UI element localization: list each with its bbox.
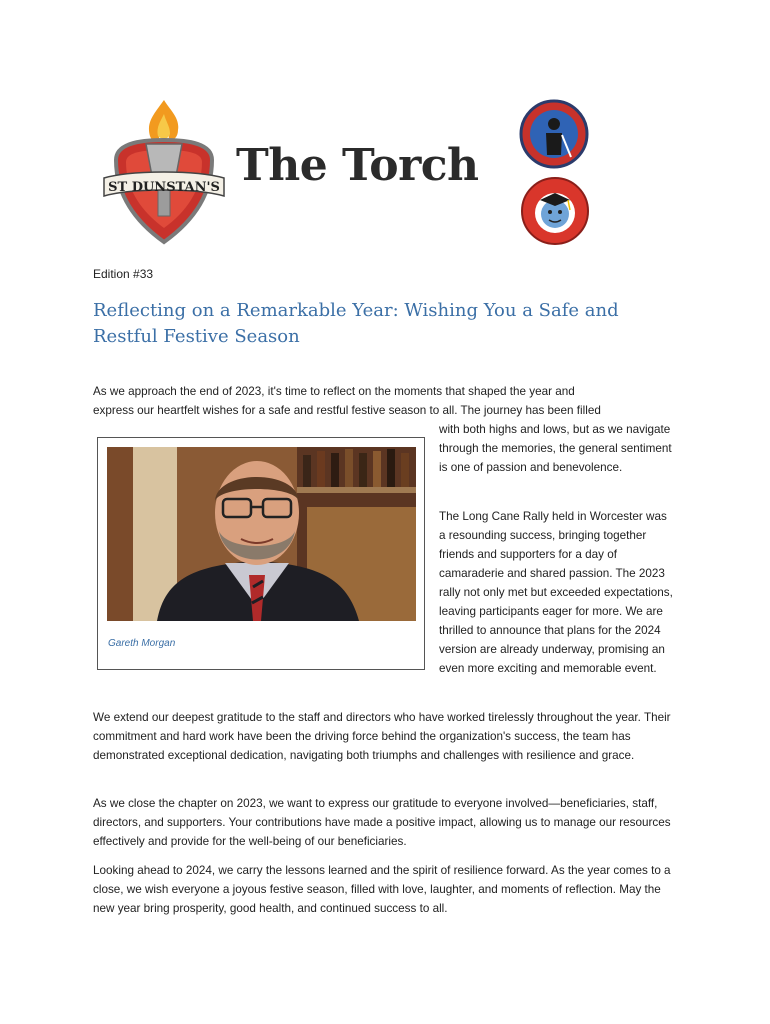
portrait-photo bbox=[107, 447, 416, 621]
gratitude-paragraph: We extend our deepest gratitude to the staff and directors who have worked tirelessly throughout the year. Their commitment and hard work have been the driving force behind the organization's success, the team has demonstrated exceptional dedication, navigating both triumphs and challenges with resilience and grace. bbox=[93, 711, 671, 762]
st-dunstans-logo bbox=[102, 96, 226, 248]
closing-chapter-paragraph: As we close the chapter on 2023, we want to express our gratitude to everyone involved—beneficiaries, staff, directors, and supporters. Your contributions have made a positive impact, allowing us to manage our resources effectively and provide for the well-being of our beneficiaries. bbox=[93, 797, 671, 848]
logo-text: ST DUNSTAN'S bbox=[108, 180, 220, 195]
photo-caption: Gareth Morgan bbox=[108, 638, 176, 649]
edition-number: Edition #33 bbox=[93, 267, 154, 281]
intro-line-2: express our heartfelt wishes for a safe and restful festive season to all. The journey has been filled bbox=[93, 404, 601, 417]
ian-fraser-bursary-badge bbox=[520, 176, 590, 246]
article-headline: Reflecting on a Remarkable Year: Wishing You a Safe and Restful Festive Season bbox=[93, 300, 619, 347]
blind-veterans-badge bbox=[519, 99, 589, 169]
intro-continuation: with both highs and lows, but as we navigate through the memories, the general sentiment is one of passion and benevolence. bbox=[439, 423, 672, 474]
looking-ahead-paragraph: Looking ahead to 2024, we carry the lessons learned and the spirit of resilience forward. As the year comes to a close, we wish everyone a joyous festive season, filled with love, laughter, and moments of reflection. May the new year bring prosperity, good health, and continued success to all. bbox=[93, 864, 671, 915]
intro-paragraph bbox=[93, 382, 673, 420]
photo-frame bbox=[97, 437, 425, 670]
intro-line-1: As we approach the end of 2023, it's time to reflect on the moments that shaped the year and bbox=[93, 385, 575, 398]
masthead-title: The Torch bbox=[236, 140, 479, 191]
rally-paragraph: The Long Cane Rally held in Worcester was a resounding success, bringing together friends and supporters for a day of camaraderie and shared passion. The 2023 rally not only met but exceeded expectations, leaving participants eager for more. We are thrilled to announce that plans for the 2024 version are already underway, promising an even more exciting and memorable event. bbox=[439, 510, 673, 675]
